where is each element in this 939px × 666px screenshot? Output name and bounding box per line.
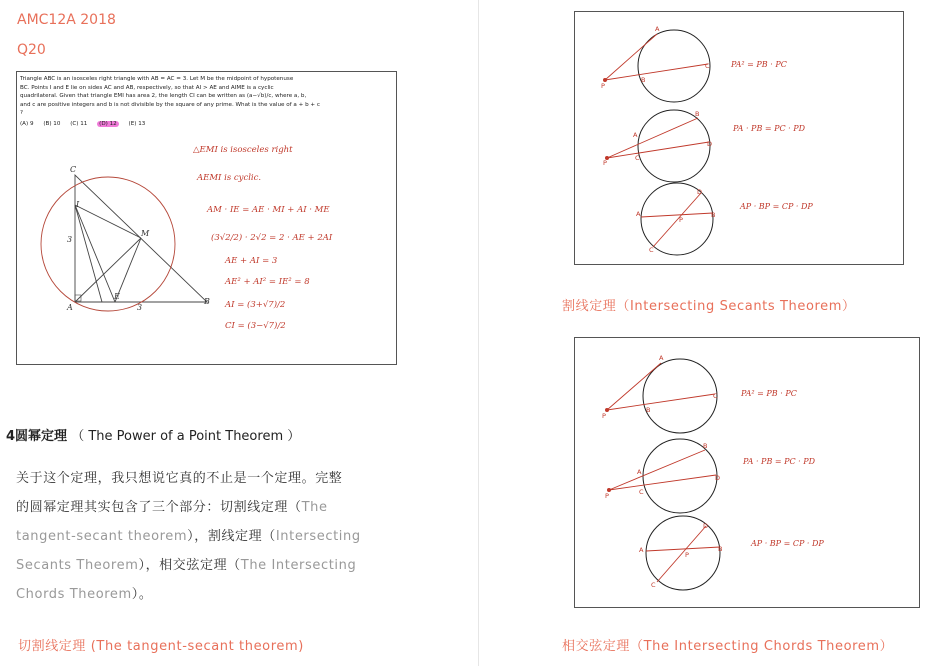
label-p: P (685, 551, 689, 559)
para-english: Chords Theorem (16, 587, 132, 602)
formula-tangent-secant: PA² = PB · PC (741, 389, 797, 398)
chord-ab (641, 211, 716, 219)
right-angle-mark (75, 295, 81, 301)
label-d: D (715, 474, 721, 482)
label-p: P (679, 216, 683, 224)
secant-line-2 (609, 475, 716, 490)
label-a: A (633, 131, 638, 139)
label-p: P (601, 82, 605, 90)
choice-a: (A) 9 (20, 120, 34, 127)
problem-line: quadrilateral. Given that triangle EMI has area 2, the length CI can be written as (a−√b)/c, where a, b, (20, 93, 307, 99)
note-line: AE² + AI² = IE² = 8 (225, 277, 310, 287)
label-p: P (602, 412, 606, 420)
segment-ie (75, 205, 115, 302)
label-side-ab: 3 (137, 303, 143, 312)
problem-line: ? (20, 110, 23, 116)
label-a: A (67, 303, 73, 312)
circle-tangent (643, 359, 717, 433)
secant-line-2 (607, 142, 709, 158)
chord-cd (653, 193, 701, 247)
formula-chords: AP · BP = CP · DP (740, 202, 813, 211)
label-d: D (697, 188, 703, 196)
label-m: M (141, 229, 150, 238)
label-d: D (703, 522, 709, 530)
para-text: ），相交弦定理（ (138, 558, 241, 573)
secant-line-1 (609, 450, 705, 490)
section-title-cn: 圆幂定理 (15, 429, 68, 444)
theorem-diagram-top (574, 11, 904, 265)
circle-chords (646, 516, 723, 590)
para-english: tangent-secant theorem (16, 529, 188, 544)
label-a: A (636, 210, 641, 218)
label-b: B (646, 406, 651, 414)
para-line (16, 580, 426, 609)
note-line: (3√2/2) · 2√2 = 2 · AE + 2AI (211, 233, 333, 243)
problem-line: and c are positive integers and b is not divisible by the square of any prime. What is the value of a + b + c (20, 101, 320, 108)
label-b: B (641, 76, 646, 84)
label-a: A (655, 25, 660, 33)
page-heading: AMC12A 2018 (17, 12, 116, 28)
power-of-point-diagrams (575, 338, 919, 607)
label-b: B (703, 442, 708, 450)
choice-e: (E) 13 (128, 120, 146, 127)
label-c: C (713, 392, 718, 400)
segment-am (75, 238, 141, 302)
tangent-secant-caption: 切割线定理 (The tangent-secant theorem) (18, 639, 304, 654)
formula-secant-secant: PA · PB = PC · PD (733, 124, 806, 133)
formula-tangent-secant: PA² = PB · PC (731, 60, 787, 69)
circle-secant (638, 110, 713, 182)
label-p: P (605, 492, 609, 500)
theorem-diagram-bottom (574, 337, 920, 608)
note-line: AEMI is cyclic. (197, 173, 262, 183)
section-number: 4 (6, 429, 16, 444)
circle-chords (641, 183, 716, 255)
label-b: B (695, 110, 700, 118)
para-line (16, 551, 426, 580)
secant-line-1 (607, 118, 698, 158)
note-line: AE + AI = 3 (225, 256, 278, 266)
question-number: Q20 (17, 42, 46, 58)
note-line: AI = (3+√7)/2 (225, 300, 286, 310)
column-divider (478, 0, 479, 666)
formula-chords: AP · BP = CP · DP (751, 539, 824, 548)
para-text: ）。 (131, 587, 153, 602)
label-i: I (76, 200, 80, 209)
para-line (16, 522, 426, 551)
problem-line: Triangle ABC is an isosceles right triangle with AB = AC = 3. Let M be the midpoint of hypotenuse (20, 76, 294, 82)
label-side-ac: 3 (67, 235, 73, 244)
label-a: A (637, 468, 642, 476)
chords-caption: 相交弦定理（The Intersecting Chords Theorem） (562, 639, 894, 654)
power-of-point-diagrams (575, 12, 903, 264)
para-line: 关于这个定理，我只想说它真的不止是一个定理。完整 (16, 471, 343, 486)
chord-ab (646, 545, 723, 553)
label-a: A (659, 354, 664, 362)
para-english: Secants Theorem (16, 558, 139, 573)
problem-line: BC. Points I and E lie on sides AC and AB, respectively, so that AI > AE and AIME is a cyclic (20, 84, 274, 91)
formula-secant-secant: PA · PB = PC · PD (743, 457, 816, 466)
label-d: D (707, 140, 713, 148)
label-b: B (711, 211, 716, 219)
segment-im (75, 205, 141, 238)
label-b: B (204, 297, 210, 306)
geometry-figure (17, 72, 396, 364)
label-b: B (718, 545, 723, 553)
chord-cd (657, 526, 706, 582)
choice-c: (C) 11 (70, 120, 88, 127)
para-text: 的圆幂定理其实包含了三个部分：切割线定理（ (16, 500, 302, 515)
para-english: The Intersecting (240, 558, 357, 573)
choice-d-highlighted: (D) 12 (99, 120, 117, 127)
para-english: The (301, 500, 328, 515)
intro-paragraph (16, 464, 426, 609)
label-c: C (649, 246, 654, 254)
secants-caption: 割线定理（Intersecting Secants Theorem） (562, 299, 856, 314)
label-c: C (705, 62, 710, 70)
note-line: AM · IE = AE · MI + AI · ME (207, 205, 330, 215)
label-c: C (635, 154, 640, 162)
para-line (16, 493, 426, 522)
label-c: C (639, 488, 644, 496)
segment-extra (75, 205, 102, 302)
label-a: A (639, 546, 644, 554)
para-text: ），割线定理（ (187, 529, 276, 544)
circumcircle (41, 177, 175, 311)
section-title-en: （ The Power of a Point Theorem ） (71, 429, 301, 444)
section-title (6, 425, 300, 444)
label-c: C (651, 581, 656, 589)
para-english: Intersecting (275, 529, 361, 544)
choice-b: (B) 10 (43, 120, 61, 127)
problem-card (16, 71, 397, 365)
label-c: C (70, 165, 77, 174)
label-p: P (603, 159, 607, 167)
note-line: CI = (3−√7)/2 (225, 321, 286, 331)
note-line: △EMI is isosceles right (193, 145, 293, 155)
label-e: E (114, 292, 120, 301)
